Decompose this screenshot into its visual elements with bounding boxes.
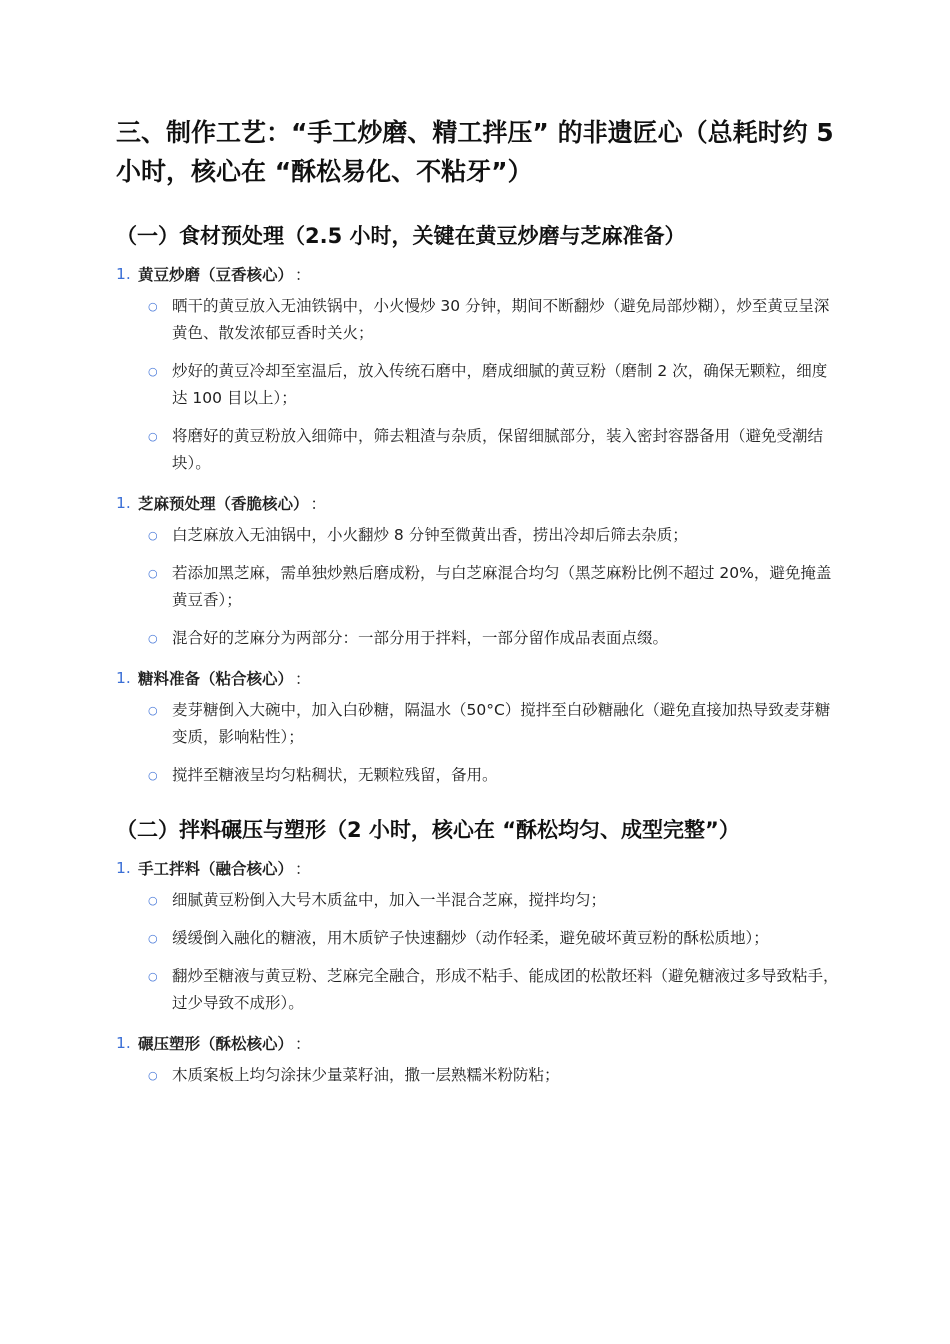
list-item-text: 缓缓倒入融化的糖液，用木质铲子快速翻炒（动作轻柔，避免破坏黄豆粉的酥松质地）； xyxy=(172,929,769,947)
bullet-list xyxy=(116,887,840,1017)
list-item xyxy=(116,522,840,549)
item-colon: ： xyxy=(295,1035,311,1053)
list-item-text: 翻炒至糖液与黄豆粉、芝麻完全融合，形成不粘手、能成团的松散坯料（避免糖液过多导致粘手，过少导致不成形）。 xyxy=(172,967,839,1012)
hollow-bullet-icon: ○ xyxy=(148,430,158,443)
item-heading xyxy=(116,853,840,883)
item-colon: ： xyxy=(295,670,311,688)
list-item xyxy=(116,887,840,914)
list-item-text: 细腻黄豆粉倒入大号木质盆中，加入一半混合芝麻，搅拌均匀； xyxy=(172,891,607,909)
list-item-text: 若添加黑芝麻，需单独炒熟后磨成粉，与白芝麻混合均匀（黑芝麻粉比例不超过 20%，避免掩盖黄豆香）； xyxy=(172,564,832,609)
item-colon: ： xyxy=(310,495,327,513)
list-item xyxy=(116,925,840,952)
numbered-item xyxy=(116,259,840,477)
hollow-bullet-icon: ○ xyxy=(148,932,158,945)
hollow-bullet-icon: ○ xyxy=(148,704,158,717)
list-item-text: 白芝麻放入无油锅中，小火翻炒 8 分钟至微黄出香，捞出冷却后筛去杂质； xyxy=(172,526,688,544)
numbered-item xyxy=(116,663,840,789)
item-heading xyxy=(116,663,840,693)
hollow-bullet-icon: ○ xyxy=(148,365,158,378)
list-item-text: 木质案板上均匀涂抹少量菜籽油，撒一层熟糯米粉防粘； xyxy=(172,1066,560,1084)
numbered-item xyxy=(116,1028,840,1089)
item-heading xyxy=(116,488,840,518)
list-item xyxy=(116,358,840,412)
hollow-bullet-icon: ○ xyxy=(148,894,158,907)
hollow-bullet-icon: ○ xyxy=(148,300,158,313)
bullet-list xyxy=(116,293,840,477)
list-item xyxy=(116,625,840,652)
item-number: 1. xyxy=(116,859,131,877)
numbered-item xyxy=(116,488,840,652)
item-colon: ： xyxy=(295,266,311,284)
list-item xyxy=(116,560,840,614)
hollow-bullet-icon: ○ xyxy=(148,769,158,782)
item-label: 糖料准备（粘合核心） xyxy=(138,670,294,688)
bullet-list xyxy=(116,522,840,652)
item-number: 1. xyxy=(116,669,131,687)
list-item xyxy=(116,293,840,347)
hollow-bullet-icon: ○ xyxy=(148,632,158,645)
list-item xyxy=(116,423,840,477)
list-item-text: 晒干的黄豆放入无油铁锅中，小火慢炒 30 分钟，期间不断翻炒（避免局部炒糊），炒至黄豆呈深黄色、散发浓郁豆香时关火； xyxy=(172,297,830,342)
section-title: 三、制作工艺：“手工炒磨、精工拌压” 的非遗匠心（总耗时约 5 小时，核心在 “酥松易化、不粘牙”） xyxy=(116,118,834,186)
numbered-item xyxy=(116,853,840,1017)
hollow-bullet-icon: ○ xyxy=(148,1069,158,1082)
subsection-heading: （一）食材预处理（2.5 小时，关键在黄豆炒磨与芝麻准备） xyxy=(116,224,686,248)
bullet-list xyxy=(116,1062,840,1089)
item-colon: ： xyxy=(295,860,311,878)
item-label: 手工拌料（融合核心） xyxy=(138,860,294,878)
list-item-text: 炒好的黄豆冷却至室温后，放入传统石磨中，磨成细腻的黄豆粉（磨制 2 次，确保无颗粒，细度达 100 目以上）； xyxy=(172,362,828,407)
list-item-text: 混合好的芝麻分为两部分：一部分用于拌料，一部分留作成品表面点缀。 xyxy=(172,629,669,647)
list-item xyxy=(116,762,840,789)
item-number: 1. xyxy=(116,494,131,512)
hollow-bullet-icon: ○ xyxy=(148,970,158,983)
list-item xyxy=(116,697,840,751)
list-item-text: 搅拌至糖液呈均匀粘稠状，无颗粒残留，备用。 xyxy=(172,766,498,784)
bullet-list xyxy=(116,697,840,789)
list-item xyxy=(116,963,840,1017)
list-item-text: 麦芽糖倒入大碗中，加入白砂糖，隔温水（50°C）搅拌至白砂糖融化（避免直接加热导致麦芽糖变质，影响粘性）； xyxy=(172,701,831,746)
document-page xyxy=(116,113,840,1100)
hollow-bullet-icon: ○ xyxy=(148,567,158,580)
item-heading xyxy=(116,259,840,289)
item-number: 1. xyxy=(116,265,131,283)
hollow-bullet-icon: ○ xyxy=(148,529,158,542)
subsection-heading: （二）拌料碾压与塑形（2 小时，核心在 “酥松均匀、成型完整”） xyxy=(116,818,740,842)
item-label: 黄豆炒磨（豆香核心） xyxy=(138,266,294,284)
item-label: 芝麻预处理（香脆核心） xyxy=(138,495,309,513)
list-item-text: 将磨好的黄豆粉放入细筛中，筛去粗渣与杂质，保留细腻部分，装入密封容器备用（避免受潮结块）。 xyxy=(172,427,824,472)
item-label: 碾压塑形（酥松核心） xyxy=(138,1035,294,1053)
list-item xyxy=(116,1062,840,1089)
item-number: 1. xyxy=(116,1034,131,1052)
item-heading xyxy=(116,1028,840,1058)
